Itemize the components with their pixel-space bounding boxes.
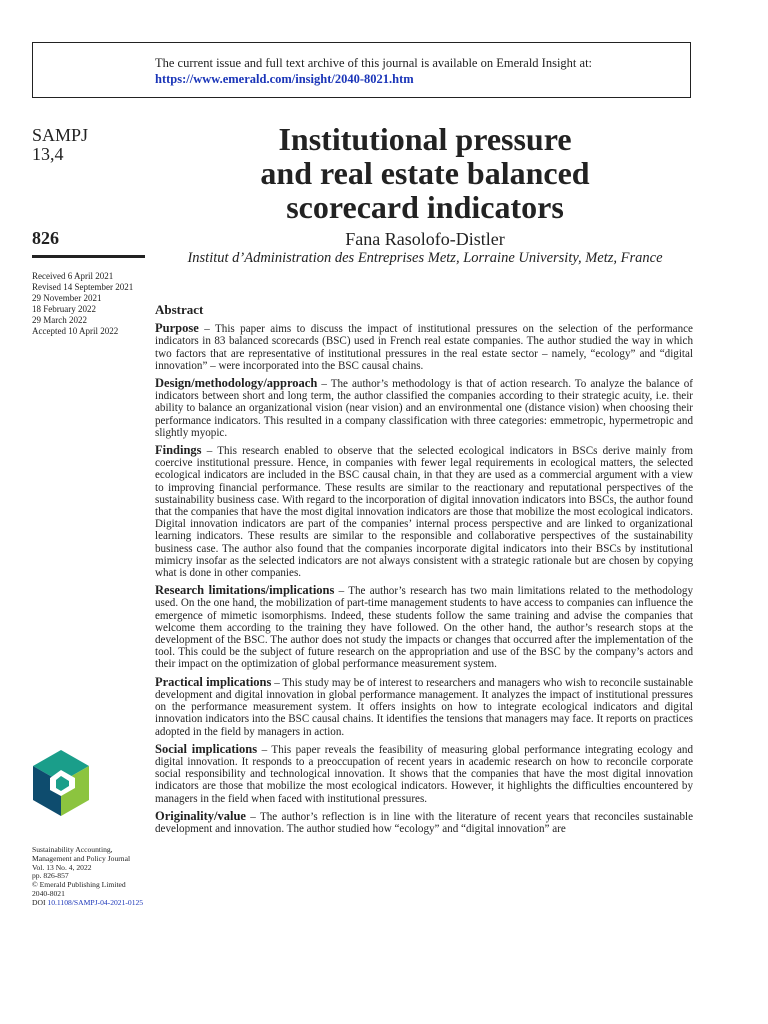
article-title: [160, 122, 690, 224]
journal-notice-box: [32, 42, 691, 98]
abstract-purpose: [155, 322, 693, 372]
section-text: – The author’s reflection is in line with the literature of recent years that reconciles sustainable development and innovation. The author studied how “ecology” and “digital innovation” are: [155, 810, 693, 835]
section-text: – The author’s methodology is that of action research. To analyze the balance of indicators between short and long term, the author classified the companies according to their strategic acuity, i.e. their ability to balance an organizational vision (near vision) and an environmental one (distance vision) when choosing their performance indicators. This resulted in a company classification with three categories: emmetropic, hypermetropic and slightly myopic.: [155, 378, 693, 439]
volume-issue: 13,4: [32, 144, 64, 164]
journal-identifier: [32, 126, 88, 164]
emerald-logo-icon: [30, 748, 92, 818]
date-line: 29 November 2021: [32, 293, 102, 303]
title-line: scorecard indicators: [286, 189, 564, 225]
section-label: Purpose: [155, 321, 199, 336]
date-line: Received 6 April 2021: [32, 271, 114, 281]
title-line: Institutional pressure: [278, 121, 572, 157]
date-line: Revised 14 September 2021: [32, 282, 134, 292]
abstract-design: [155, 377, 693, 439]
left-divider: [32, 255, 145, 258]
doi-line: [32, 899, 143, 908]
section-label: Research limitations/implications: [155, 583, 335, 598]
section-label: Originality/value: [155, 808, 246, 823]
section-label: Social implications: [155, 741, 258, 756]
section-text: – This study may be of interest to researchers and managers who wish to reconcile sustainable development and digital innovation in global performance management. It analyzes the impact of institutional pressures on the performance measurement system. It offers insights on how to integrate ecological indicators and digital innovation indicators into the BSC causal chains. It identifies the tensions that managers may face. It reports on practices adopted in the field by managers in action.: [155, 676, 694, 738]
journal-abbreviation: SAMPJ: [32, 125, 89, 145]
title-line: and real estate balanced: [260, 155, 590, 191]
journal-info-line: pp. 826-857: [32, 871, 69, 881]
section-text: – The author’s research has two main limitations related to the methodology used. On the one hand, the mobilization of part-time management students to have access to companies can influence the emergence of mimetic isomorphisms. Indeed, these students follow the same training and advise the companies that welcome them according to the training they have followed. On the other hand, the author’s research stops at the development of the BSC. The author does not study the impacts or changes that occurred after the implementation of the tool. This could be the subject of future research on the appropriation and use of the BSC by the company’s actors and their impact on the optimization of global performance measurement system.: [155, 585, 694, 671]
section-text: – This paper reveals the feasibility of measuring global performance integrating ecology and digital innovation. It responds to a preoccupation of recent years in academic research on how to reconcile corporate social responsibility and technological innovation. It shows that the companies that have the most digital innovation indicators are those that mobilize the most ecological indicators. However, it highlights the difficulties encountered by managers in the field when faced with institutional pressures.: [155, 743, 693, 805]
date-line: 18 February 2022: [32, 304, 96, 314]
section-text: – This paper aims to discuss the impact of institutional pressures on the selection of the performance indicators in 83 balanced scorecards (BSC) used in French real estate companies. The author studied the way in which two factors that are representative of institutional pressures in the real estate sector – namely, “ecology” and “digital innovation” – were incorporated into the BSC causal chains.: [155, 323, 693, 372]
author-affiliation: Institut d’Administration des Entreprises Metz, Lorraine University, Metz, France: [187, 250, 663, 266]
doi-prefix: DOI: [32, 897, 46, 907]
notice-text: [155, 55, 592, 87]
abstract-practical: [155, 676, 693, 738]
journal-info-line: 2040-8021: [32, 888, 65, 898]
date-line: Accepted 10 April 2022: [32, 326, 119, 336]
journal-info-line: Sustainability Accounting,: [32, 845, 113, 854]
abstract: [155, 304, 693, 840]
author-name: Fana Rasolofo-Distler: [345, 229, 505, 249]
journal-info-line: Vol. 13 No. 4, 2022: [32, 862, 92, 872]
journal-info: [32, 846, 143, 908]
journal-info-line: © Emerald Publishing Limited: [32, 880, 126, 890]
abstract-limitations: [155, 584, 693, 670]
section-text: – This research enabled to observe that the selected ecological indicators in BSCs derive mainly from coercive institutional pressure. Hence, in companies with fewer legal requirements in ecological matters, the selected ecological indicators are included in the BSC causal chain, in that they are used as a commercial argument with a view to improving financial performance. These results are similar to the reactionary and reputational perspectives of the sustainability business case. With regard to the incorporation of digital innovation indicators into BSCs, the author found that the companies that have the most digital innovation indicators are those that mobilize the most ecological indicators. Digital innovation indicators are part of the companies’ internal process perspective and are linked to organizational learning indicators. These results are similar to the responsible and collaborative perspectives of the sustainability business case. The author also found that the companies incorporate digital indicators into their BSCs by institutional mimicry insofar as the selected indicators are not always consistent with a strategic rationale but are chosen by copying what is done in other companies.: [155, 445, 693, 580]
section-label: Practical implications: [155, 674, 272, 689]
abstract-heading: Abstract: [155, 302, 204, 317]
journal-archive-link[interactable]: https://www.emerald.com/insight/2040-8021.htm: [155, 72, 414, 86]
submission-dates: [32, 271, 133, 337]
abstract-social: [155, 743, 693, 805]
abstract-originality: [155, 810, 693, 835]
date-line: 29 March 2022: [32, 315, 87, 325]
section-label: Design/methodology/approach: [155, 376, 318, 391]
notice-message: The current issue and full text archive of this journal is available on Emerald Insight at:: [155, 56, 593, 70]
section-label: Findings: [155, 443, 202, 458]
journal-info-line: Management and Policy Journal: [32, 853, 131, 863]
doi-link[interactable]: 10.1108/SAMPJ-04-2021-0125: [47, 897, 144, 907]
abstract-findings: [155, 444, 693, 579]
page-number: 826: [32, 228, 59, 248]
